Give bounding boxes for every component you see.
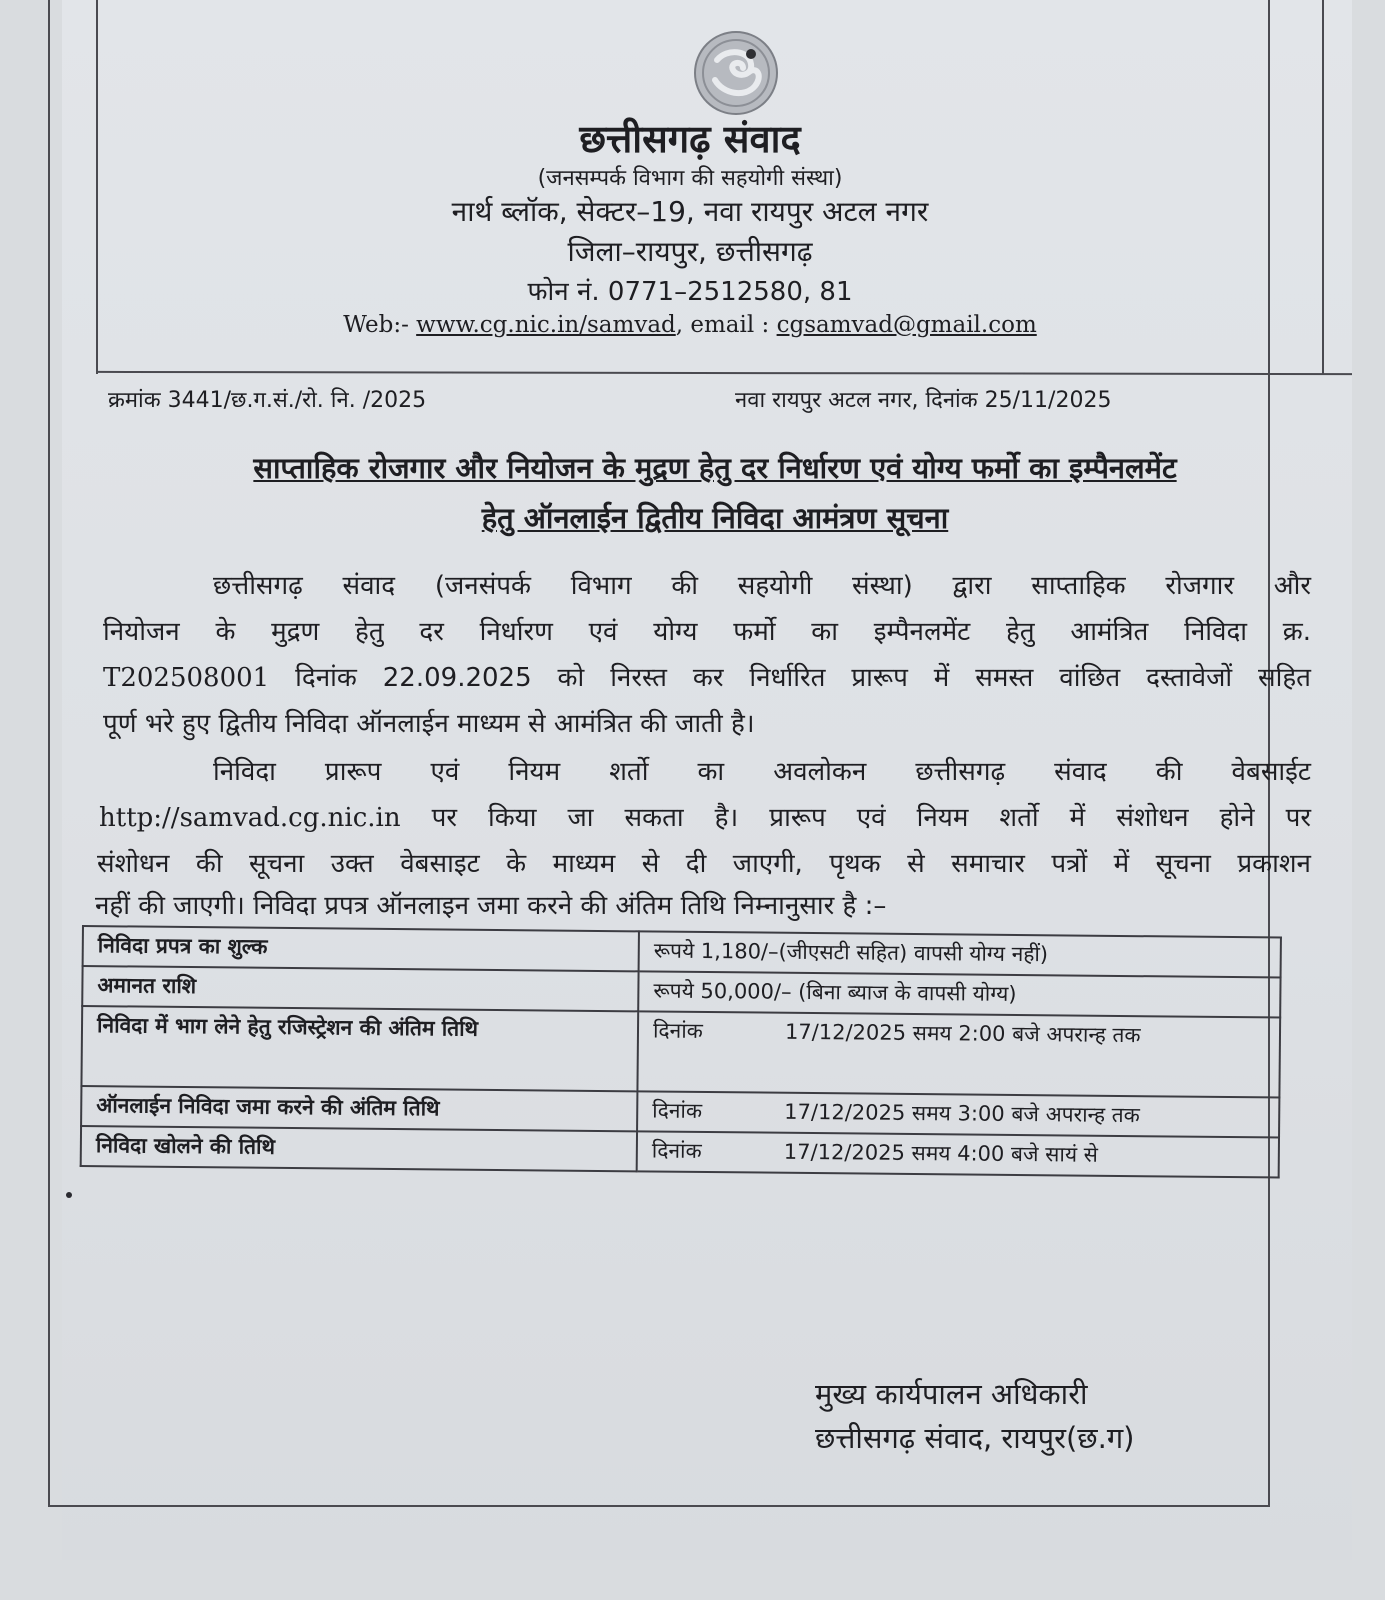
table-cell-value: रूपये 1,180/–(जीएसटी सहित) वापसी योग्य नहीं) [639, 931, 1281, 977]
org-district: जिला–रायपुर, छत्तीसगढ़ [567, 235, 813, 268]
org-subtitle: (जनसम्पर्क विभाग की सहयोगी संस्था) [537, 166, 843, 191]
header-border-right [1322, 0, 1324, 374]
date-value: 17/12/2025 समय 2:00 बजे अपरान्ह तक [784, 1019, 1141, 1048]
table-row [81, 1006, 1280, 1097]
paragraph-1-line-1: छत्तीसगढ़ संवाद (जनसंपर्क विभाग की सहयोगी संस्था) द्वारा साप्ताहिक रोजगार और [213, 571, 1311, 601]
table-cell-value: रूपये 50,000/– (बिना ब्याज के वापसी योग्य) [638, 971, 1280, 1017]
paragraph-2-line-1: निविदा प्रारूप एवं नियम शर्तो का अवलोकन छत्तीसगढ़ संवाद की वेबसाईट [213, 757, 1311, 787]
web-link[interactable]: www.cg.nic.in/samvad [416, 312, 676, 338]
email-link[interactable]: cgsamvad@gmail.com [776, 312, 1037, 338]
table-cell-value [637, 1011, 1280, 1097]
table-cell-label: ऑनलाईन निविदा जमा करने की अंतिम तिथि [81, 1086, 637, 1131]
place-date: नवा रायपुर अटल नगर, दिनांक 25/11/2025 [735, 388, 1112, 413]
ink-mark [66, 1192, 72, 1198]
web-label: Web:- [343, 312, 417, 338]
tender-code: T202508001 [103, 663, 270, 693]
paragraph-2-line-2 [99, 798, 1311, 834]
table-cell-label: अमानत राशि [82, 966, 638, 1011]
subject-line-2: हेतु ऑनलाईन द्वितीय निविदा आमंत्रण सूचना [481, 501, 949, 535]
org-phone: फोन नं. 0771–2512580, 81 [527, 277, 853, 307]
samvad-website-link[interactable]: http://samvad.cg.nic.in [99, 803, 401, 833]
reference-number: क्रमांक 3441/छ.ग.सं./रो. नि. /2025 [108, 388, 427, 413]
paragraph-1-line-4: पूर्ण भरे हुए द्वितीय निविदा ऑनलाईन माध्यम से आमंत्रित की जाती है। [103, 709, 755, 739]
paragraph-2-line-3: संशोधन की सूचना उक्त वेबसाइट के माध्यम से दी जाएगी, पृथक से समाचार पत्रों में सूचना प्रकाशन [97, 849, 1311, 879]
email-label: , email : [675, 312, 777, 338]
date-value: 17/12/2025 समय 3:00 बजे अपरान्ह तक [784, 1099, 1140, 1128]
chhattisgarh-samvad-logo-icon [693, 30, 779, 116]
paragraph-2-line-4: नहीं की जाएगी। निविदा प्रपत्र ऑनलाइन जमा करने की अंतिम तिथि निम्नानुसार है :– [95, 891, 887, 921]
tender-schedule-table [80, 925, 1282, 1179]
table-cell-label: निविदा खोलने की तिथि [81, 1126, 637, 1171]
date-value: 17/12/2025 समय 4:00 बजे सायं से [783, 1139, 1099, 1167]
paragraph-2-line-2-rest: पर किया जा सकता है। प्रारूप एवं नियम शर्तो में संशोधन होने पर [400, 803, 1311, 833]
table-cell-label: निविदा में भाग लेने हेतु रजिस्ट्रेशन की अंतिम तिथि [81, 1006, 638, 1091]
paragraph-1-line-2: नियोजन के मुद्रण हेतु दर निर्धारण एवं योग्य फर्मो का इम्पैनलमेंट हेतु आमंत्रित निविदा क्र. [103, 617, 1311, 647]
table-cell-value [637, 1131, 1279, 1177]
org-name: छत्तीसगढ़ संवाद [579, 117, 801, 161]
table-cell-label: निविदा प्रपत्र का शुल्क [83, 926, 639, 971]
header-border-left [96, 0, 98, 374]
date-prefix: दिनांक [651, 1138, 702, 1163]
signatory-title: मुख्य कार्यपालन अधिकारी [815, 1377, 1088, 1411]
table-cell-value [637, 1091, 1279, 1137]
date-prefix: दिनांक [652, 1098, 703, 1123]
subject-line-1: साप्ताहिक रोजगार और नियोजन के मुद्रण हेतु दर निर्धारण एवं योग्य फर्मो का इम्पैनलमेंट [253, 451, 1177, 485]
paragraph-1-line-3-rest: दिनांक 22.09.2025 को निरस्त कर निर्धारित प्रारूप में समस्त वांछित दस्तावेजों सहित [269, 663, 1311, 693]
org-web-email [230, 312, 1150, 338]
org-address: नार्थ ब्लॉक, सेक्टर–19, नवा रायपुर अटल नगर [451, 195, 929, 228]
paragraph-1-line-3 [103, 658, 1311, 694]
date-prefix: दिनांक [652, 1018, 703, 1043]
signatory-org: छत्तीसगढ़ संवाद, रायपुर(छ.ग) [815, 1421, 1135, 1455]
